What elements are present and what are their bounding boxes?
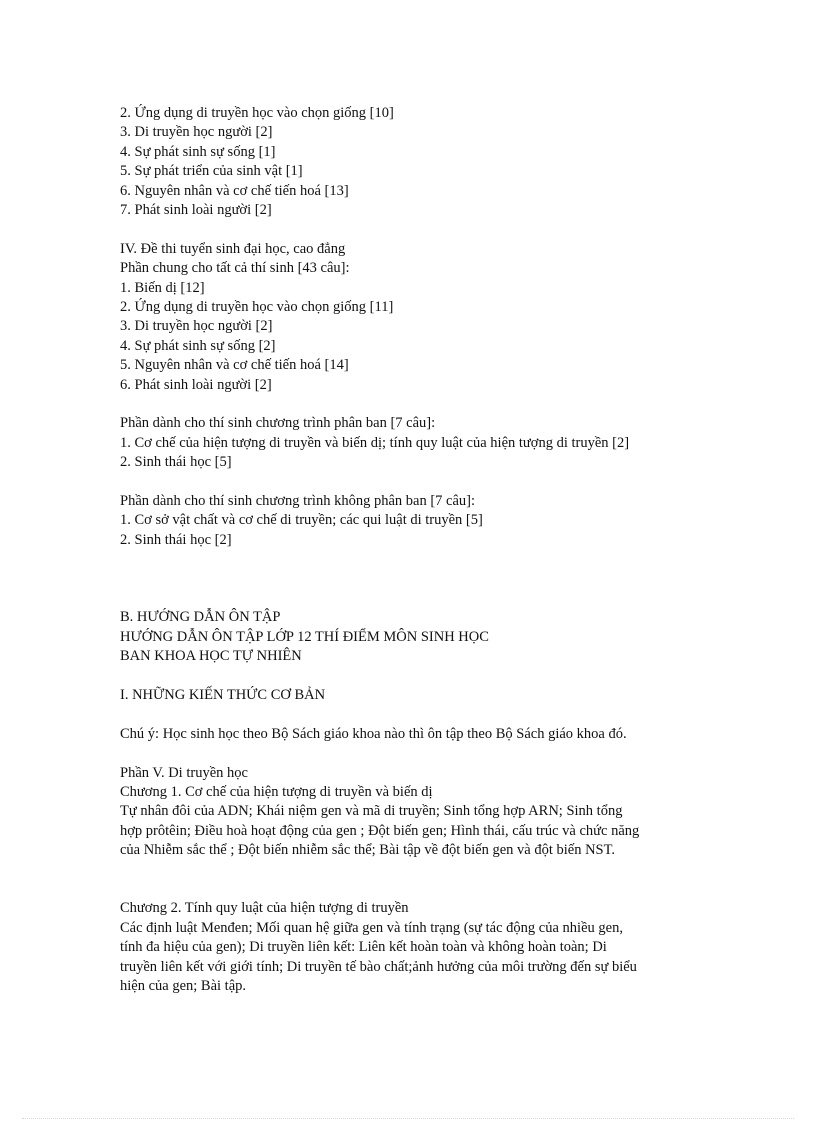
chapter-1-line: Tự nhân đôi của ADN; Khái niệm gen và mã di truyền; Sinh tổng hợp ARN; Sinh tổng xyxy=(120,803,623,820)
chapter-2-line: Các định luật Menđen; Mối quan hệ giữa gen và tính trạng (sự tác động của nhiều gen, xyxy=(120,919,623,936)
list-item: 7. Phát sinh loài người [2] xyxy=(120,202,272,219)
document-body xyxy=(120,104,710,996)
part-v-title: Phần V. Di truyền học xyxy=(120,764,248,781)
split-program-heading: Phần dành cho thí sinh chương trình phân ban [7 câu]: xyxy=(120,415,436,432)
chapter-1-title: Chương 1. Cơ chế của hiện tượng di truyền và biến dị xyxy=(120,783,433,800)
list-item: 1. Cơ sở vật chất và cơ chế di truyền; các qui luật di truyền [5] xyxy=(120,512,483,529)
chapter-2-title: Chương 2. Tính quy luật của hiện tượng di truyền xyxy=(120,900,409,917)
chapter-1-line: hợp prôtêin; Điều hoà hoạt động của gen ; Đột biến gen; Hình thái, cấu trúc và chức năng xyxy=(120,822,640,839)
list-item: 6. Phát sinh loài người [2] xyxy=(120,376,272,393)
chapter-2-line: tính đa hiệu của gen); Di truyền liên kết: Liên kết hoàn toàn và không hoàn toàn; Di xyxy=(120,939,607,956)
list-item: 6. Nguyên nhân và cơ chế tiến hoá [13] xyxy=(120,182,349,199)
guide-title: HƯỚNG DẪN ÔN TẬP LỚP 12 THÍ ĐIỂM MÔN SINH HỌC xyxy=(120,628,489,645)
list-item: 2. Ứng dụng di truyền học vào chọn giống [10] xyxy=(120,105,394,121)
list-item: 2. Sinh thái học [2] xyxy=(120,531,232,548)
chapter-1-line: của Nhiễm sắc thể ; Đột biến nhiễm sắc thể; Bài tập về đột biến gen và đột biến NST. xyxy=(120,842,616,859)
list-item: 1. Biến dị [12] xyxy=(120,279,205,296)
page-bottom-divider xyxy=(22,1118,794,1119)
list-item: 5. Sự phát triển của sinh vật [1] xyxy=(120,163,303,180)
chapter-2-line: truyền liên kết với giới tính; Di truyền tế bào chất;ảnh hưởng của môi trường đến sự biểu xyxy=(120,958,637,975)
note-text: Chú ý: Học sinh học theo Bộ Sách giáo khoa nào thì ôn tập theo Bộ Sách giáo khoa đó. xyxy=(120,725,627,742)
list-item: 2. Sinh thái học [5] xyxy=(120,454,232,471)
common-part-heading: Phần chung cho tất cả thí sinh [43 câu]: xyxy=(120,260,350,277)
list-item: 3. Di truyền học người [2] xyxy=(120,124,273,141)
section-iv xyxy=(120,240,710,550)
chapter-2-line: hiện của gen; Bài tập. xyxy=(120,977,247,994)
list-item: 4. Sự phát sinh sự sống [2] xyxy=(120,337,276,354)
department-title: BAN KHOA HỌC TỰ NHIÊN xyxy=(120,648,302,665)
section-b-title: B. HƯỚNG DẪN ÔN TẬP xyxy=(120,609,281,626)
topic-list-1 xyxy=(120,104,710,220)
section-iv-title: IV. Đề thi tuyển sinh đại học, cao đẳng xyxy=(120,240,346,257)
part-i-title: I. NHỮNG KIẾN THỨC CƠ BẢN xyxy=(120,686,326,703)
list-item: 5. Nguyên nhân và cơ chế tiến hoá [14] xyxy=(120,357,349,374)
list-item: 1. Cơ chế của hiện tượng di truyền và biến dị; tính quy luật của hiện tượng di truyền [2] xyxy=(120,434,630,451)
section-b xyxy=(120,608,710,996)
list-item: 2. Ứng dụng di truyền học vào chọn giống [11] xyxy=(120,299,394,316)
list-item: 4. Sự phát sinh sự sống [1] xyxy=(120,143,276,160)
nonsplit-program-heading: Phần dành cho thí sinh chương trình không phân ban [7 câu]: xyxy=(120,493,476,510)
list-item: 3. Di truyền học người [2] xyxy=(120,318,273,335)
